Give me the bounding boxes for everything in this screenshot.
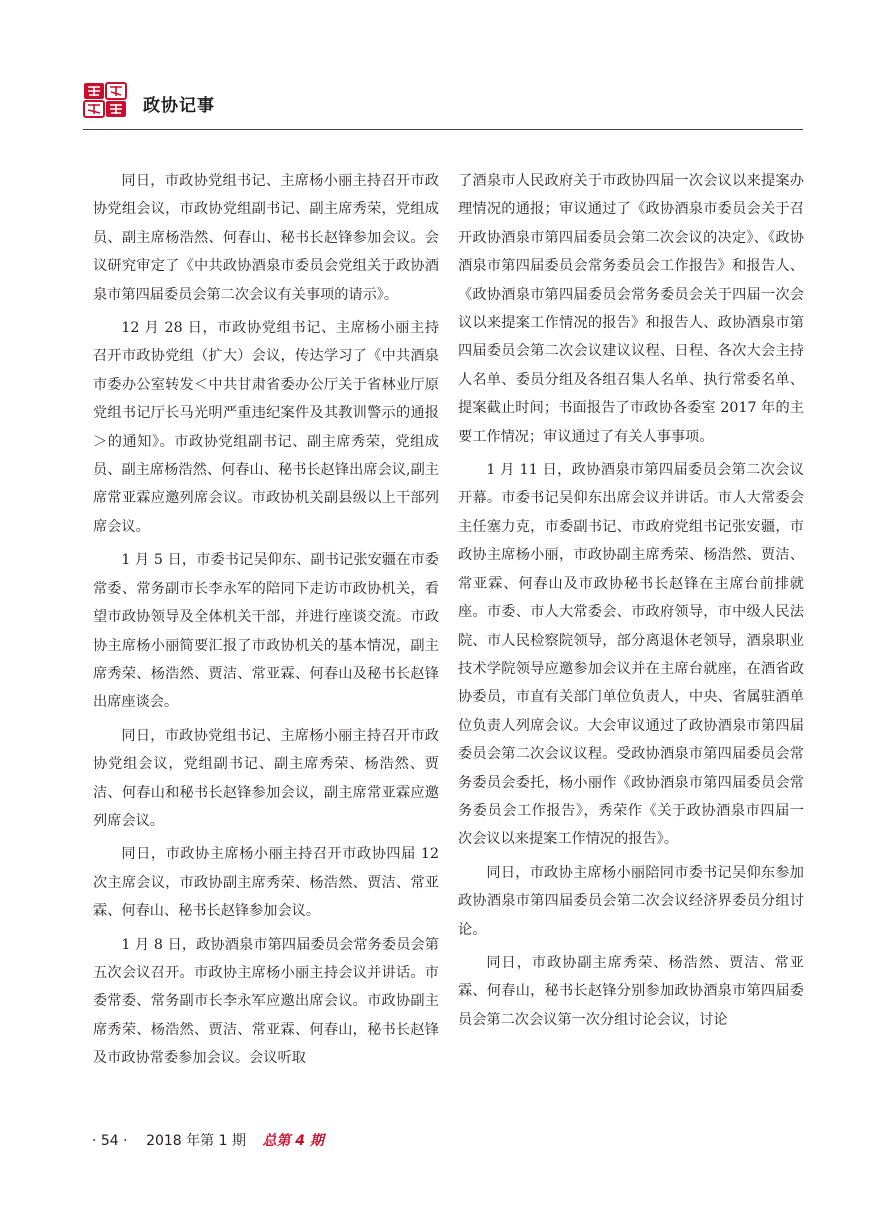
page-footer <box>92 1130 324 1150</box>
issue-label: 2018 年第 1 期 <box>146 1133 246 1149</box>
page-number: · 54 · <box>92 1133 128 1149</box>
header-divider <box>83 129 803 130</box>
paragraph: 同日，市政协主席杨小丽主持召开市政协四届 12 次主席会议，市政协副主席秀荣、杨浩然、贾洁、常亚霖、何春山、秘书长赵锋参加会议。 <box>93 846 439 920</box>
paragraph: 1 月 11 日，政协酒泉市第四届委员会第二次会议开幕。市委书记吴仰东出席会议并讲话。市人大常委会主任塞力克，市委副书记、市政府党组书记张安疆，市政协主席杨小丽，市政协副主席秀荣、杨浩然、贾洁、常亚霖、何春山及市政协秘书长赵锋在主席台前排就座。市委、市人大常委会、市政府领导，市中级人民法院、市人民检察院领导，部分离退休老领导，酒泉职业技术学院领导应邀参加会议并在主席台就座，在酒省政协委员，市直有关部门单位负责人，中央、省属驻酒单位负责人列席会议。大会审议通过了政协酒泉市第四届委员会第二次会议议程。受政协酒泉市第四届委员会常务委员会委托，杨小丽作《政协酒泉市第四届委员会常务委员会工作报告》，秀荣作《关于政协酒泉市四届一次会议以来提案工作情况的报告》。 <box>458 462 804 848</box>
paragraph: 1 月 8 日，政协酒泉市第四届委员会常务委员会第五次会议召开。市政协主席杨小丽主持会议并讲话。市委常委、常务副市长李永军应邀出席会议。市政协副主席秀荣、杨浩然、贾洁、常亚霖、何春山，秘书长赵锋及市政协常委参加会议。会议听取 <box>93 936 439 1067</box>
paragraph: 1 月 5 日，市委书记吴仰东、副书记张安疆在市委常委、常务副市长李永军的陪同下走访市政协机关，看望市政协领导及全体机关干部，并进行座谈交流。市政协主席杨小丽简要汇报了市政协机关的基本情况，副主席秀荣、杨浩然、贾洁、常亚霖、何春山及秘书长赵锋出席座谈会。 <box>93 552 439 711</box>
total-issue-label: 总第 4 期 <box>262 1133 324 1149</box>
page-header <box>83 82 803 122</box>
paragraph-continued: 了酒泉市人民政府关于市政协四届一次会议以来提案办理情况的通报；审议通过了《政协酒泉市委员会关于召开政协酒泉市第四届委员会第二次会议的决定》、《政协酒泉市第四届委员会常务委员会工作报告》和报告人、《政协酒泉市第四届委员会常务委员会关于四届一次会议以来提案工作情况的报告》和报告人、政协酒泉市第四届委员会第二次会议建议议程、日程、各次大会主持人名单、委员分组及各组召集人名单、执行常委名单、提案截止时间；书面报告了市政协各委室 2017 年的主要工作情况；审议通过了有关人事事项。 <box>458 173 804 445</box>
paragraph: 12 月 28 日，市政协党组书记、主席杨小丽主持召开市政协党组（扩大）会议，传达学习了《中共酒泉市委办公室转发＜中共甘肃省委办公厅关于省林业厅原党组书记厅长马光明严重违纪案件及其教训警示的通报＞的通知》。市政协党组副书记、副主席秀荣，党组成员、副主席杨浩然、何春山、秘书长赵锋出席会议,副主席常亚霖应邀列席会议。市政协机关副县级以上干部列席会议。 <box>93 320 439 535</box>
cppcc-seal-logo <box>83 82 127 118</box>
paragraph: 同日，市政协党组书记、主席杨小丽主持召开市政协党组会议，市政协党组副书记、副主席秀荣，党组成员、副主席杨浩然、何春山、秘书长赵锋参加会议。会议研究审定了《中共政协酒泉市委员会党组关于政协酒泉市第四届委员会第二次会议有关事项的请示》。 <box>93 173 439 303</box>
paragraph: 同日，市政协副主席秀荣、杨浩然、贾洁、常亚霖、何春山，秘书长赵锋分别参加政协酒泉市第四届委员会第二次会议第一次分组讨论会议，讨论 <box>458 954 804 1028</box>
section-title: 政协记事 <box>143 96 215 116</box>
left-column <box>93 167 439 1078</box>
right-column <box>458 167 804 1039</box>
paragraph: 同日，市政协主席杨小丽陪同市委书记吴仰东参加政协酒泉市第四届委员会第二次会议经济界委员分组讨论。 <box>458 864 804 938</box>
paragraph: 同日，市政协党组书记、主席杨小丽主持召开市政协党组会议，党组副书记、副主席秀荣、杨浩然、贾洁、何春山和秘书长赵锋参加会议，副主席常亚霖应邀列席会议。 <box>93 727 439 829</box>
